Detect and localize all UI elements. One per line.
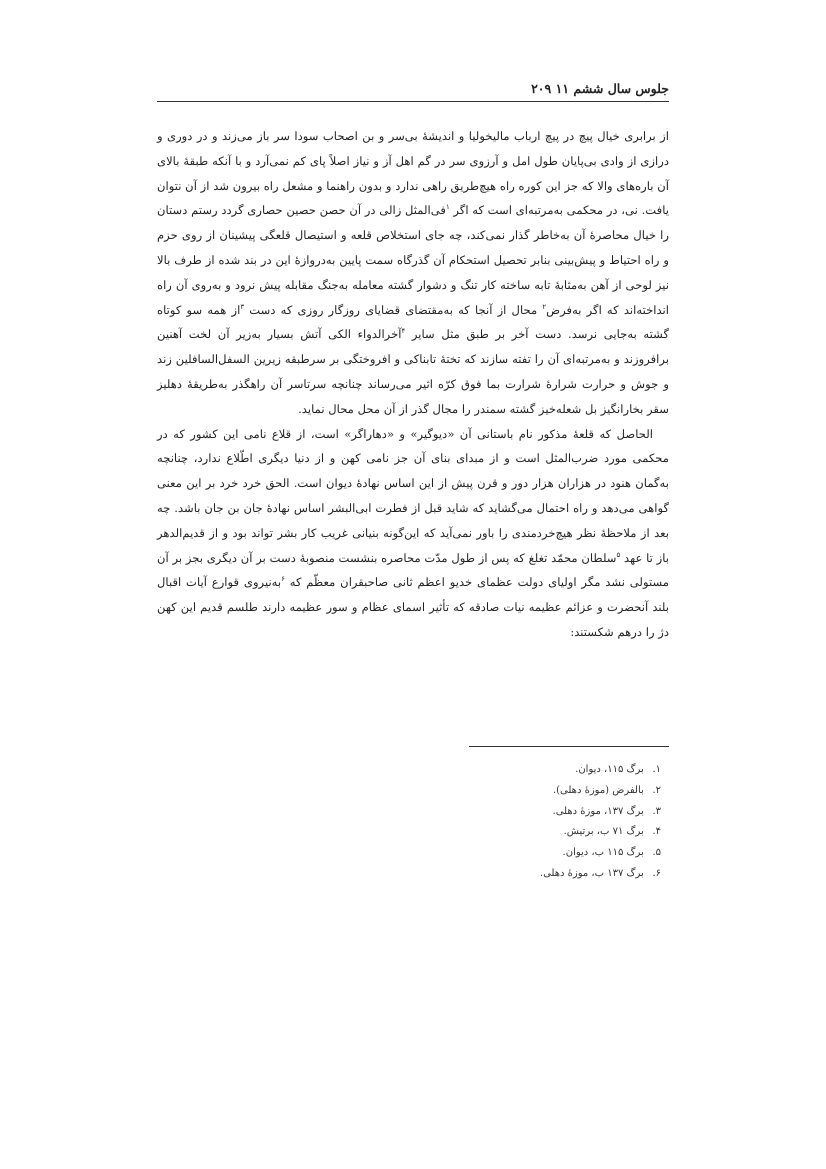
- body-paragraph: [157, 124, 669, 422]
- text-segment: الحاصل که قلعهٔ مذکور نام باستانی آن «دیوگیر» و «دهاراگر» است، از قلاع نامی این کشور که در محکمی مورد ضرب‌المثل است و از مبدای بنای آن جز نامی کهن و از دنیا دیگری اطّلاع ندارد، چنانچه به‌گمان هنود در هزاران هزار دور و قرن پیش از این اساس نهادهٔ دیوان است. الحق خرد خرد بر این معنی گواهی می‌دهد و راه احتمال می‌گشاید که شاید قبل از فطرت ابی‌البشر اساس نهادهٔ جان بن جان باشد. چه بعد از ملاحظهٔ نظر هیچ‌خردمندی را باور نمی‌آید که این‌گونه بنیانی غریب کار بشر تواند بود و از قدیم‌الدهر باز تا عهد: [157, 426, 669, 565]
- footnote-text: برگ ۱۳۷ ب، موزهٔ دهلی.: [539, 867, 644, 879]
- footnote-text: برگ ۱۱۵، دیوان.: [575, 764, 644, 775]
- footnote-number: ۱.: [652, 764, 661, 775]
- footnote-number: ۳.: [652, 805, 661, 817]
- footnote-text: برگ ۱۳۷، موزهٔ دهلی.: [552, 805, 644, 817]
- text-segment: فی‌المثل زالی در آن حصن حصین حصاری گردد رستم دستان را خیال محاصرهٔ آن به‌خاطر گذار نمی‌کند، چه جای استخلاص قلعه و استیصال قلعگی پیشینان از روی حزم و راه احتیاط و پیش‌بینی بنابر تحصیل استحکام آن گذرگاه سمت پایین به‌دروازهٔ این در بند شده از طرف بالا نیز لوحی از آهن به‌مثابهٔ تابه ساخته کار تنگ و دشوار گشته معامله به‌جنگ مقابله پیش نرود و به‌روی آن راه انداخته‌اند که اگر به‌فرض: [157, 203, 669, 317]
- footnote-rule: [469, 746, 669, 747]
- header-rule: [157, 101, 669, 102]
- footnote-number: ۶.: [652, 867, 661, 879]
- footnote-text: بالفرض (موزهٔ دهلی).: [552, 784, 644, 796]
- footnote-item: [369, 781, 669, 802]
- footnote-reference: ۲: [542, 302, 547, 311]
- footnote-item: [369, 802, 669, 823]
- footnote-number: ۵.: [652, 847, 661, 859]
- footnote-item: [369, 822, 669, 843]
- running-header: جلوس سال ششم ۱۱ ۲۰۹: [531, 81, 669, 96]
- footnote-reference: ۶: [281, 575, 285, 584]
- body-text: [157, 124, 669, 645]
- footnote-reference: ۵: [616, 550, 621, 559]
- footnote-number: ۴.: [652, 826, 661, 838]
- footnotes-list: [369, 760, 669, 885]
- footnote-item: [369, 864, 669, 885]
- text-segment: سلطان محمّد تغلغ که پس از طول مدّت محاصره بنشست منصوبهٔ دست بر آن دیگری بجز بر آن مستولی نشد مگر اولیای دولت عظمای خدیو اعظم ثانی صاحبقران معظّم که: [157, 550, 669, 590]
- footnote-item: [369, 843, 669, 864]
- text-segment: از همه سو کوتاه گشته به‌جایی نرسد. دست آخر بر طبق مثل سایر: [157, 302, 669, 342]
- footnote-item: [369, 760, 669, 781]
- text-segment: به‌نیروی قوارع آیات اقبال بلند آنحضرت و عزائم عظیمه نیات صادقه که تأثیر اسمای عظام و سور عظیمه دارند طلسم قدیم این کهن دژ را درهم شکستند:: [157, 575, 669, 639]
- text-segment: محال از آنجا که به‌مقتضای قضایای روزگار روزی که دست: [244, 302, 543, 317]
- footnote-text: برگ ۱۱۵ ب، دیوان.: [562, 847, 644, 859]
- text-segment: از برابری خیال پیچ در پیچ ارباب مالیخولیا و اندیشهٔ بی‌سر و بن اصحاب سودا سر باز می‌زند و در دوری و درازی از وادی بی‌پایان طول امل و آرزوی سر در گم اهل آز و نیاز اصلاً پای کم نمی‌آرد و با آنکه طبقهٔ بالای آن باره‌های والا که جز این کوره راه هیچ‌طریق راهی ندارد و بدون راهنما و مشعل راه بیرون شد از آن نتوان یافت. نی، در محکمی به‌مرتبه‌ای است که اگر: [157, 129, 669, 218]
- footnote-reference: ۳: [240, 302, 245, 311]
- body-paragraph: [157, 422, 669, 645]
- footnote-number: ۲.: [652, 784, 661, 796]
- footnote-text: برگ ۷۱ ب، برتیش.: [563, 826, 644, 838]
- text-segment: آخرالدواء الکی آتش بسیار به‌زیر آن لخت آهنین برافروزند و به‌مرتبه‌ای آن را تفته سازند که تختهٔ تابناکی و افروختگی بر سرطبقه زیرین السفل‌السافلین زند و جوش و حرارت شرارهٔ شرارت بما فوق کرّه اثیر می‌رساند چنانچه سرتاسر آن راهگذر به‌طریقهٔ دهلیز سقر بخارانگیز بل شعله‌خیز گشته سمندر را مجال گذر از آن محل محال نماید.: [157, 327, 669, 416]
- footnote-reference: ۱: [445, 203, 450, 212]
- footnote-reference: ۴: [401, 327, 406, 336]
